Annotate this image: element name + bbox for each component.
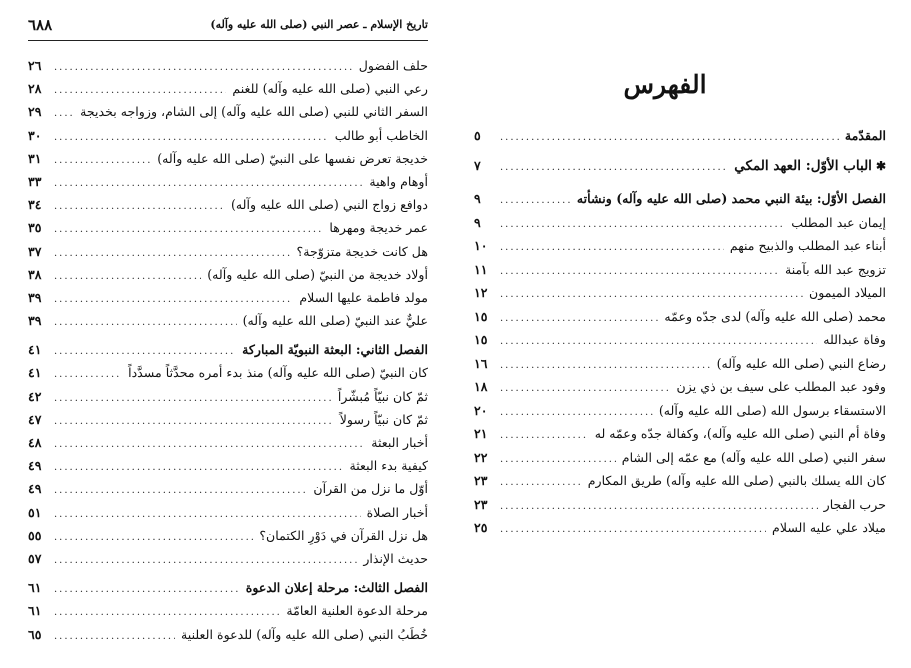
toc-entry-title: ميلاد علي عليه السلام (772, 520, 886, 535)
toc-entry-title: أوّل ما نزل من القرآن (313, 481, 428, 497)
toc-entry (28, 193, 428, 216)
toc-heading: الفهرس (623, 70, 707, 99)
toc-entry-title: الفصل الثالث: مرحلة إعلان الدعوة (245, 580, 428, 596)
toc-entry-page: ٤٩ (28, 481, 42, 497)
toc-entry (28, 309, 428, 332)
toc-entry (28, 599, 428, 622)
leader-dots (54, 218, 323, 241)
leader-dots (500, 126, 839, 150)
toc-entry (28, 477, 428, 500)
toc-entry-page: ٦١ (28, 580, 42, 596)
toc-entry-page: ٢٢ (474, 449, 488, 465)
toc-entry-title: أوهام واهية (369, 173, 428, 189)
toc-entry-page: ٢٠ (474, 402, 488, 418)
toc-entry-title: السفر الثاني للنبي (صلى الله عليه وآله) إلى الشام، وزواجه بخديجة (80, 104, 428, 120)
leader-dots (54, 625, 175, 648)
toc-entry-page: ٣٩ (28, 313, 42, 329)
toc-entry-page: ١٠ (474, 238, 488, 253)
leader-dots (54, 56, 353, 79)
toc-entry-page: ١٥ (474, 332, 488, 347)
toc-entry-page: ١٥ (474, 308, 488, 324)
toc-entry (28, 77, 428, 100)
right-toc-entries (474, 187, 886, 540)
leader-dots (54, 410, 334, 433)
toc-entry-page: ٣٨ (28, 266, 42, 282)
toc-entry (28, 147, 428, 170)
toc-entry-title: وفاة عبدالله (823, 332, 886, 347)
toc-entry (28, 361, 428, 384)
toc-entry-page: ١٦ (474, 355, 488, 371)
leader-dots (54, 242, 291, 265)
leader-dots (54, 340, 236, 363)
toc-entry-page: ٦١ (28, 603, 42, 619)
leader-dots (54, 195, 225, 218)
toc-entry (28, 240, 428, 263)
toc-entry (28, 547, 428, 570)
toc-entry-title: ثمّ كان نبيّاً مُبشّراً (337, 388, 428, 404)
leader-dots (54, 433, 365, 456)
toc-entry (28, 100, 428, 123)
toc-entry (28, 54, 428, 77)
toc-entry-title: الفصل الثاني: البعثة النبويّة المباركة (242, 342, 428, 358)
leader-dots (54, 288, 293, 311)
leader-dots (54, 601, 280, 624)
toc-entry-page: ٤١ (28, 342, 42, 358)
toc-entry-title: الخاطب أبو طالب (334, 127, 428, 143)
leader-dots (500, 354, 711, 378)
toc-entry-title: إيمان عبد المطلب (791, 214, 886, 230)
page-header (28, 18, 428, 36)
toc-entry (474, 493, 886, 517)
toc-entry-title: عمر خديجة ومهرها (329, 220, 428, 236)
toc-entry-title: خُطَبُ النبي (صلى الله عليه وآله) للدعوة العلنية (181, 626, 428, 642)
toc-entry-page: ٥٥ (28, 527, 42, 543)
toc-entry (28, 385, 428, 408)
toc-entry (474, 211, 886, 235)
leader-dots (54, 526, 253, 549)
toc-entry-title: المقدّمة (844, 128, 886, 143)
toc-entry (474, 187, 886, 211)
leader-dots (54, 456, 343, 479)
toc-entry (474, 446, 886, 470)
toc-entry-page: ٢١ (474, 426, 488, 441)
toc-entry (28, 124, 428, 147)
leader-dots (500, 448, 616, 472)
toc-entry-title: حديث الإنذار (363, 550, 428, 566)
leader-dots (54, 79, 226, 102)
toc-entry (474, 328, 886, 352)
toc-entry-page: ٣١ (28, 150, 42, 166)
toc-entry-page: ١٢ (474, 285, 488, 300)
toc-entry-page: ٣٩ (28, 289, 42, 305)
toc-entry-page: ٤٧ (28, 411, 42, 427)
toc-entry-title: وفود عبد المطلب على سيف بن ذي يزن (676, 379, 886, 394)
toc-entry-title: الفصل الأوّل: بيئة النبي محمد (صلى الله عليه وآله) ونشأته (576, 191, 886, 206)
toc-entry-title: دوافع زواج النبي (صلى الله عليه وآله) (230, 197, 428, 213)
leader-dots (500, 330, 817, 354)
toc-entry-page: ٤٢ (28, 388, 42, 404)
toc-entry (28, 431, 428, 454)
toc-entry-page: ٤٨ (28, 435, 42, 450)
toc-entry (474, 234, 886, 258)
toc-entry (474, 352, 886, 376)
toc-entry-page: ٣٣ (28, 173, 42, 189)
toc-entry (474, 399, 886, 423)
toc-entry-title: سفر النبي (صلى الله عليه وآله) مع عمّه إلى الشام (621, 449, 886, 465)
leader-dots (500, 307, 658, 331)
leader-dots (500, 495, 818, 519)
leader-dots (54, 126, 329, 149)
toc-entry-title: مولد فاطمة عليها السلام (299, 289, 428, 305)
toc-entry (474, 516, 886, 540)
toc-entry (28, 576, 428, 599)
toc-entry-title: ثمّ كان نبيّاً رسولاً (339, 411, 428, 427)
toc-entry-page: ٧ (474, 157, 481, 173)
toc-entry-page: ٥ (474, 128, 481, 143)
toc-entry-page: ٣٥ (28, 220, 42, 236)
leader-dots (500, 260, 779, 284)
toc-entry-title: رعي النبي (صلى الله عليه وآله) للغنم (232, 81, 428, 97)
leader-dots (500, 156, 728, 180)
running-title: تاريخ الإسلام ـ عصر النبي (صلى الله عليه وآله) (210, 18, 428, 31)
toc-entry-page: ١١ (474, 261, 488, 277)
toc-entry (28, 216, 428, 239)
toc-entry-title: عليٌّ عند النبيّ (صلى الله عليه وآله) (242, 313, 428, 329)
toc-entry-page: ٣٤ (28, 197, 42, 213)
toc-entry-title: الباب الأوّل: العهد المكي (734, 157, 872, 174)
toc-entry-page: ٢٦ (28, 58, 42, 73)
toc-entry-page: ٣٠ (28, 127, 42, 143)
toc-entry (28, 524, 428, 547)
leader-dots (500, 377, 671, 401)
star-icon: ✱ (875, 158, 886, 173)
leader-dots (54, 479, 307, 502)
toc-entry (28, 170, 428, 193)
toc-entry-title: كان النبيّ (صلى الله عليه وآله) منذ بدء أمره محدَّثاً مسدَّداً (128, 365, 428, 381)
toc-entry (474, 305, 886, 329)
toc-entry-title: الميلاد الميمون (809, 285, 886, 300)
toc-entry-title: حرب الفجار (823, 496, 886, 512)
toc-entry-page: ٢٥ (474, 520, 488, 535)
toc-entry-title: أخبار البعثة (371, 435, 428, 450)
leader-dots (54, 387, 332, 410)
toc-entry (474, 258, 886, 282)
leader-dots (54, 149, 151, 172)
leader-dots (500, 189, 571, 213)
toc-entry (28, 408, 428, 431)
toc-entry-title: أولاد خديجة من النبيّ (صلى الله عليه وآله) (207, 266, 428, 282)
toc-entry-page: ٩ (474, 214, 481, 230)
toc-entry-page: ٩ (474, 191, 481, 206)
toc-entry-page: ٥٧ (28, 550, 42, 566)
toc-entry (474, 375, 886, 399)
toc-entry-title: أبناء عبد المطلب والذبيح منهم (729, 238, 886, 253)
toc-entry-page: ٣٧ (28, 243, 42, 259)
right-toc-column (474, 60, 886, 540)
toc-entry-title: خديجة تعرض نفسها على النبيّ (صلى الله عليه وآله) (157, 150, 428, 166)
toc-entry-title: محمد (صلى الله عليه وآله) لدى جدّه وعمّه (664, 308, 886, 324)
toc-entry (28, 263, 428, 286)
header-rule (28, 40, 428, 41)
toc-entry-title: الاستسقاء برسول الله (صلى الله عليه وآله) (658, 402, 886, 418)
leader-dots (54, 311, 237, 334)
leader-dots (54, 549, 357, 572)
toc-entry-page: ١٨ (474, 379, 488, 394)
toc-entry (28, 501, 428, 524)
leader-dots (500, 471, 582, 495)
leader-dots (500, 283, 803, 307)
leader-dots (500, 518, 766, 542)
toc-entry-page: ٢٣ (474, 496, 488, 512)
toc-entry-page: ٢٣ (474, 473, 488, 488)
toc-entry-page: ٦٥ (28, 626, 42, 642)
leader-dots (54, 172, 363, 195)
toc-entry (28, 623, 428, 646)
toc-entry-title: هل نزل القرآن في دَوْرِ الكتمان؟ (259, 527, 428, 543)
toc-entry (474, 422, 886, 446)
leader-dots (500, 401, 653, 425)
toc-entry-page: ٥١ (28, 504, 42, 520)
toc-entry-title: كيفية بدء البعثة (349, 458, 428, 474)
toc-entry (474, 281, 886, 305)
leader-dots (500, 424, 589, 448)
page-number: ٦٨٨ (28, 16, 53, 34)
toc-entry-title: مرحلة الدعوة العلنية العامّة (286, 603, 428, 619)
toc-entry-title: كان الله يسلك بالنبي (صلى الله عليه وآله) طريق المكارم (587, 473, 886, 488)
left-toc-column (28, 54, 428, 646)
toc-entry (28, 454, 428, 477)
leader-dots (54, 578, 240, 601)
toc-entry-title: رضاع النبي (صلى الله عليه وآله) (716, 355, 886, 371)
toc-entry-title: وفاة أم النبي (صلى الله عليه وآله)، وكفالة جدّه وعمّه له (594, 426, 886, 441)
toc-entry-page: ٤٩ (28, 458, 42, 474)
toc-entry (474, 469, 886, 493)
leader-dots (54, 363, 122, 386)
toc-entry-title: أخبار الصلاة (366, 504, 428, 520)
toc-entry-page: ٢٨ (28, 81, 42, 97)
toc-entry-page: ٢٩ (28, 104, 42, 120)
toc-entry-page: ٤١ (28, 365, 42, 381)
leader-dots (500, 236, 724, 260)
toc-entry (28, 338, 428, 361)
leader-dots (500, 213, 785, 237)
leader-dots (54, 265, 201, 288)
leader-dots (54, 503, 361, 526)
toc-entry-title: حلف الفضول (358, 58, 428, 73)
leader-dots (54, 102, 74, 125)
toc-entry-title: هل كانت خديجة متزوّجة؟ (296, 243, 428, 259)
toc-entry-intro (474, 124, 886, 148)
toc-entry-part (474, 154, 886, 178)
toc-entry (28, 286, 428, 309)
toc-entry-title: تزويج عبد الله بآمنة (784, 261, 886, 277)
